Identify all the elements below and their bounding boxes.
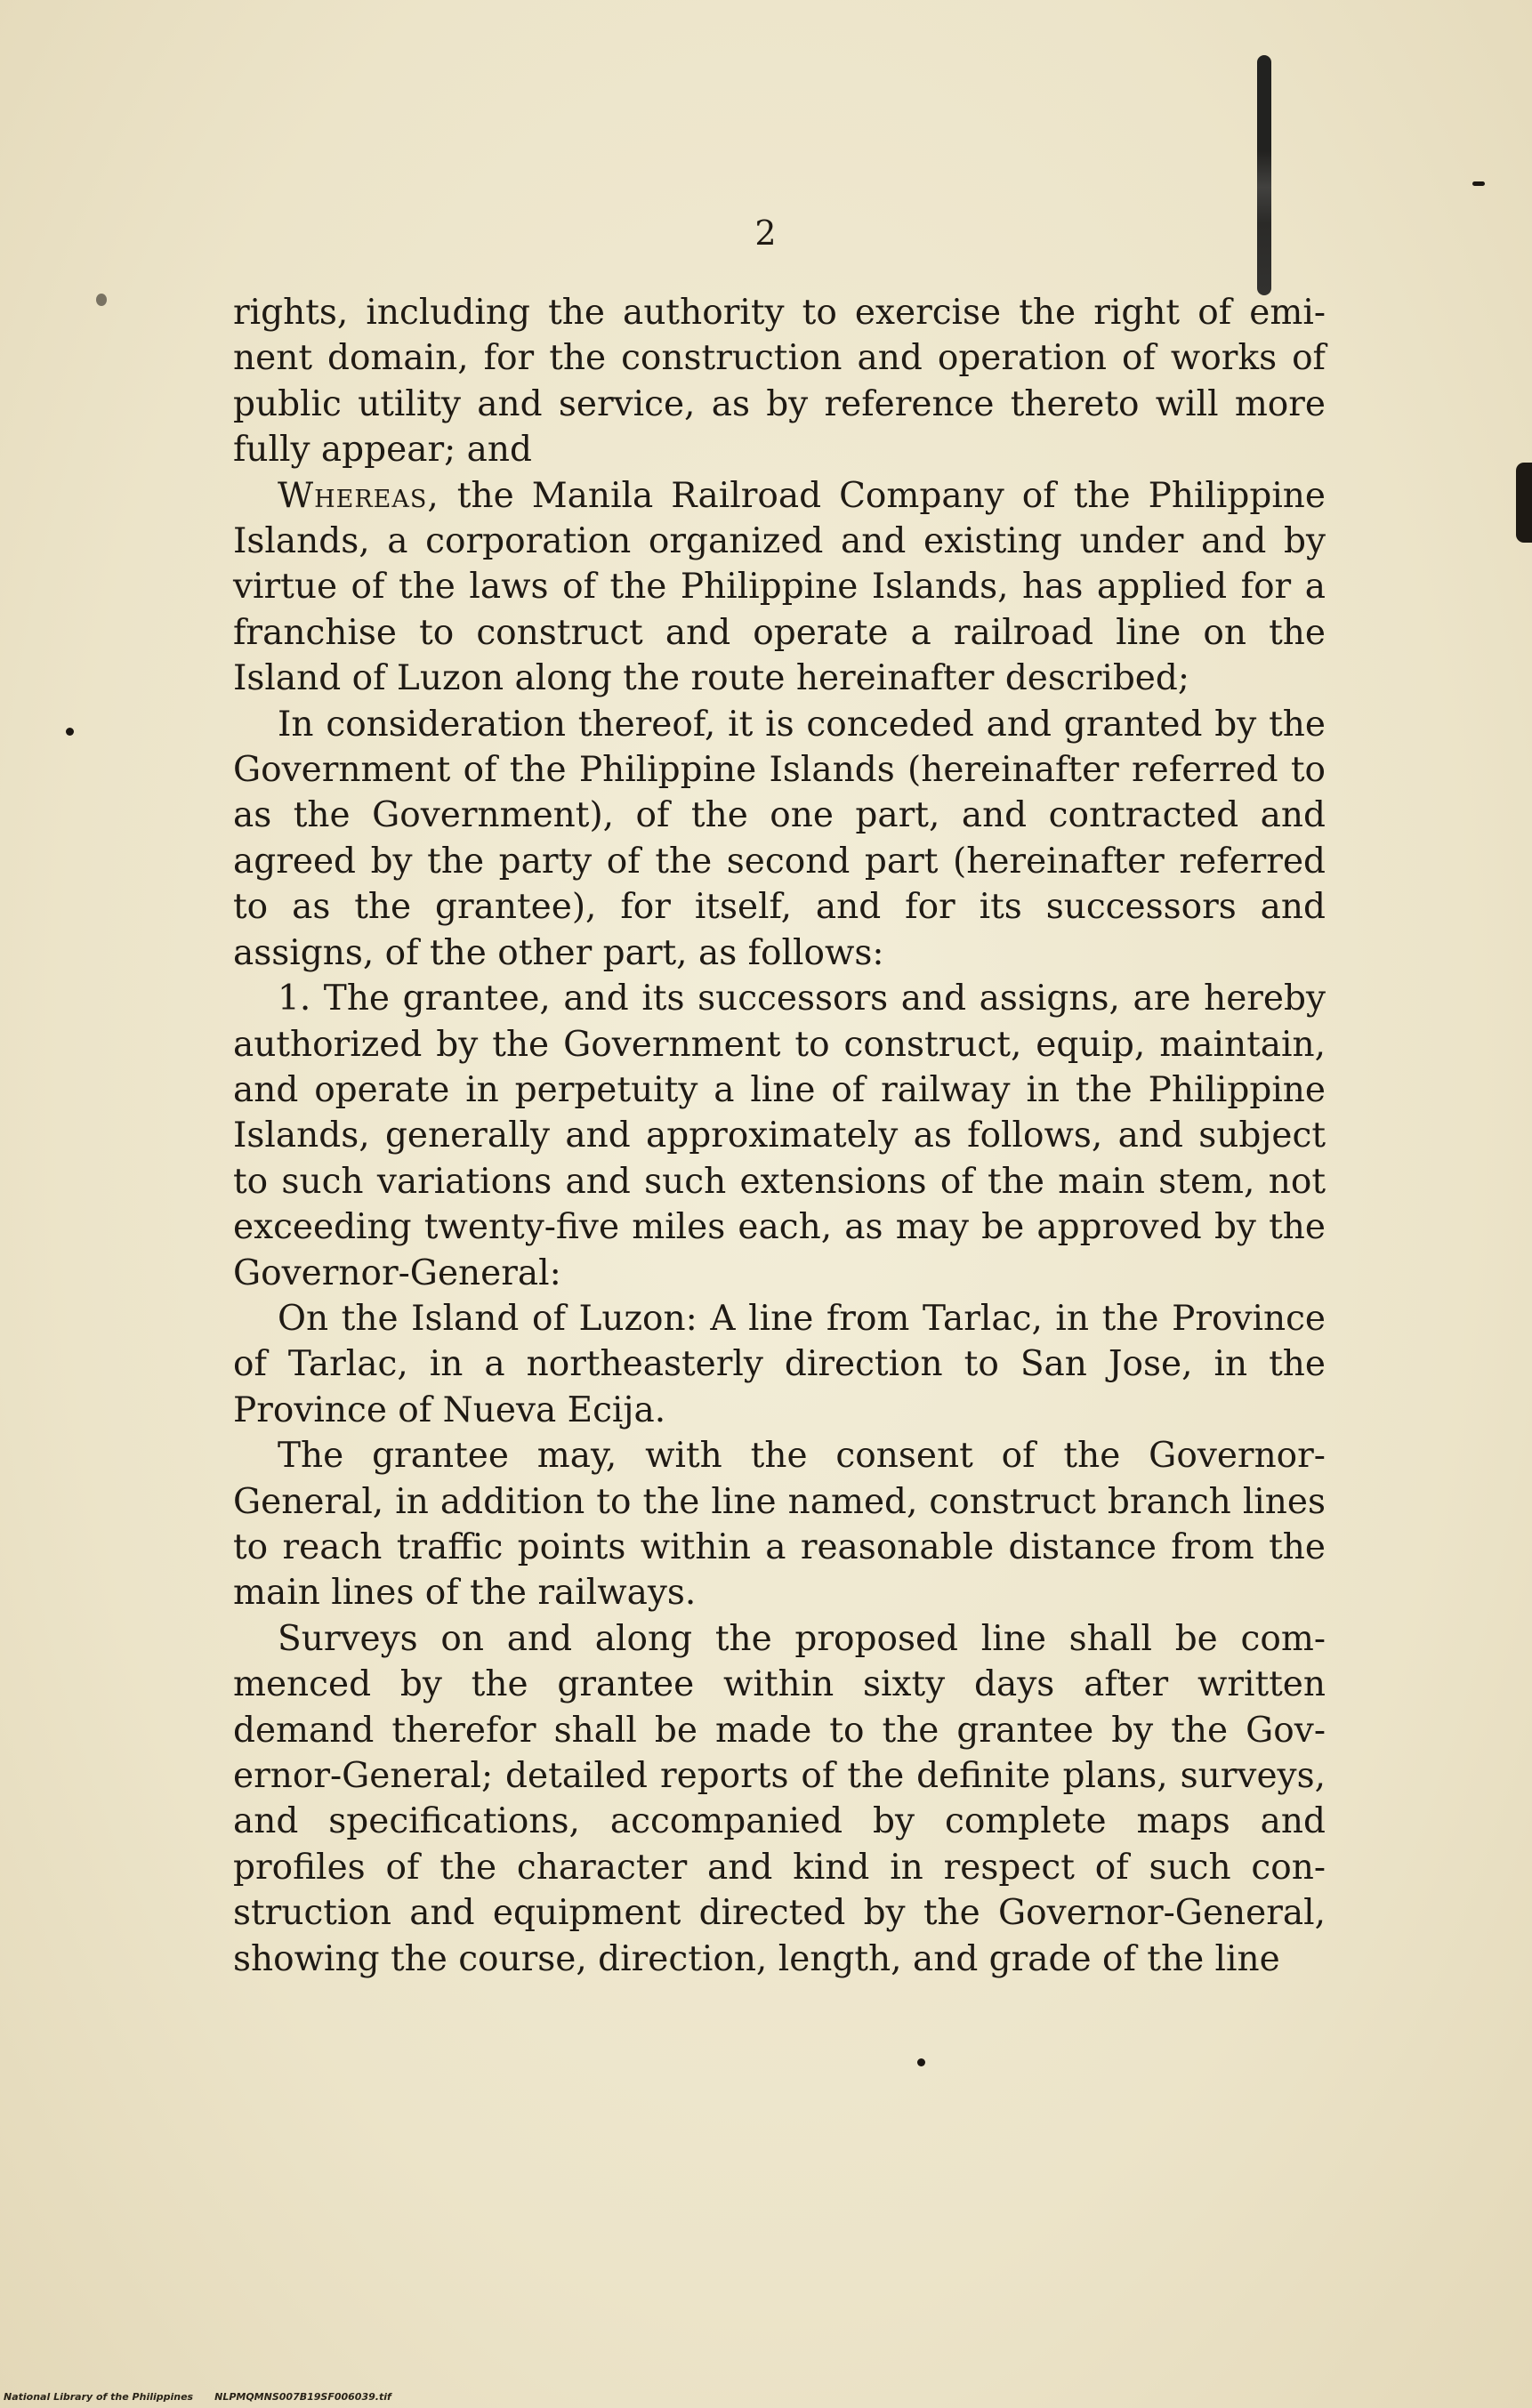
- paragraph: [233, 976, 1326, 1296]
- edge-blot-mark: [1516, 463, 1532, 543]
- paragraph-text: Surveys on and along the proposed line shall be commenced by the grantee within sixty days after written demand therefor shall be made to the grantee by the Governor-General; detailed reports of the definite plans, surveys, and specifications, accompanied by complete maps and profiles of the character and kind in respect of such construction and equipment directed by the Governor-General, showing the course, direction, length, and grade of the line: [233, 1618, 1326, 1979]
- paragraph-text: The grantee may, with the consent of the Governor-General, in addition to the line named, construct branch lines to reach traffic points within a reasonable distance from the main lines of the railways.: [233, 1436, 1326, 1614]
- ink-speck: [1472, 181, 1485, 186]
- body-text: [233, 290, 1326, 1982]
- paragraph: [233, 290, 1326, 473]
- paragraph-text: the Manila Railroad Company of the Philippine Islands, a corporation organized and existing under and by virtue of the laws of the Philippine Islands, has applied for a franchise to construct and operate a railroad line on the Island of Luzon along the route hereinafter described;: [233, 475, 1326, 699]
- paragraph: [233, 473, 1326, 702]
- paragraph: [233, 1616, 1326, 1982]
- ink-speck: [917, 2058, 925, 2066]
- paragraph: [233, 702, 1326, 976]
- paragraph: [233, 1296, 1326, 1433]
- library-name: National Library of the Philippines: [4, 2391, 194, 2403]
- ink-speck: [66, 728, 74, 736]
- scan-streak-mark: [1257, 55, 1271, 295]
- paragraph-text: 1. The grantee, and its successors and assigns, are hereby authorized by the Government to construct, equip, maintain, and operate in perpetuity a line of railway in the Philippine Islands, generally and approximately as follows, and subject to such variations and such extensions of the main stem, not exceeding twenty-five miles each, as may be approved by the Governor-General:: [233, 979, 1326, 1293]
- paragraph: [233, 1433, 1326, 1616]
- scan-footer-caption: [4, 2391, 391, 2403]
- paragraph-text: In consideration thereof, it is conceded and granted by the Government of the Philippine Islands (hereinafter referred to as the Government), of the one part, and contracted and agreed by the party of the second part (hereinafter referred to as the grantee), for itself, and for its successors and assigns, of the other part, as follows:: [233, 704, 1326, 973]
- paragraph-text: rights, including the authority to exercise the right of eminent domain, for the construction and operation of works of public utility and service, as by reference thereto will more fully appear; and: [233, 293, 1326, 471]
- paragraph-lead: Whereas,: [278, 475, 439, 516]
- ink-speck: [96, 294, 107, 306]
- file-id: NLPMQMNS007B19SF006039.tif: [214, 2391, 391, 2403]
- paragraph-text: On the Island of Luzon: A line from Tarlac, in the Province of Tarlac, in a northeasterly direction to San Jose, in the Province of Nueva Ecija.: [233, 1298, 1326, 1430]
- page-number: 2: [754, 213, 778, 253]
